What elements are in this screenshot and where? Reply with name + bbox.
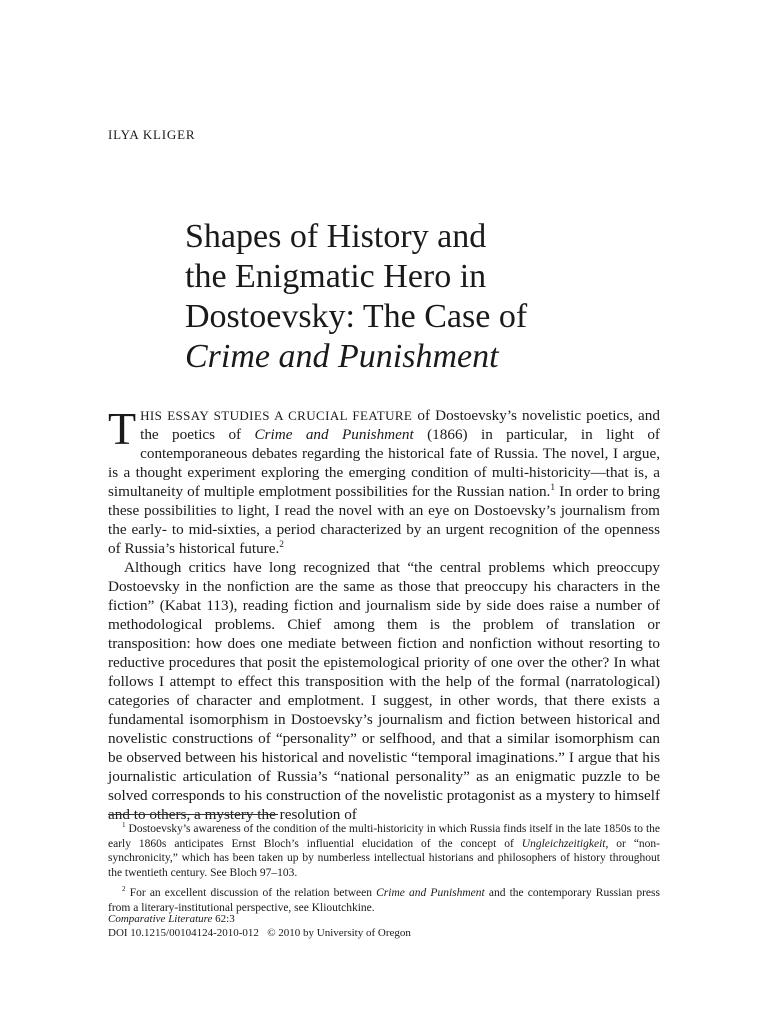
article-title: [185, 217, 655, 377]
publication-info: [108, 912, 660, 940]
title-line-4: Crime and Punishment: [185, 338, 499, 375]
journal-line: [108, 912, 660, 926]
footnote-2-italic: Crime and Punishment: [376, 887, 485, 899]
journal-name: Comparative Literature: [108, 913, 213, 925]
footnote-1-text-a: Dostoevsky’s awareness of the condition of the multi-historicity in which Russia finds itself in the late 1850s to the early 1860s anticipates Ernst Bloch’s influential elucidation of the concept of: [108, 823, 660, 850]
footnote-1-italic: Ungleichzeitigkeit: [521, 837, 606, 850]
paragraph-2: Although critics have long recognized that “the central problems which preoccupy Dostoevsky in the nonfiction are the same as those that preoccupy his characters in the fiction” (Kabat 113), reading fiction and journalism side by side does raise a number of methodological problems. Chief among them is the problem of translation or transposition: how does one mediate between fiction and nonfiction without resorting to reductive procedures that posit the epistemological priority of one over the other? In what follows I attempt to effect this transposition with the help of the formal (narratological) categories of character and emplotment. I suggest, in other words, that there exists a fundamental isomorphism in Dostoevsky’s journalism and fiction between historical and novelistic constructions of “personality” or selfhood, and that a similar isomorphism can be observed between his historical and novelistic “temporal imaginations.” I argue that his journalistic articulation of Russia’s “national personality” as an enigmatic puzzle to be solved corresponds to his construction of the novelistic protagonist as a mystery to himself and to others, a mystery the resolution of: [108, 559, 660, 823]
journal-volume: 62:3: [212, 913, 235, 925]
paragraph-1: [108, 403, 660, 558]
author-name: ILYA KLIGER: [108, 127, 196, 142]
copyright: © 2010 by University of Oregon: [267, 927, 411, 939]
footnote-2-text-a: For an excellent discussion of the relation between: [125, 887, 377, 899]
drop-cap: T: [108, 403, 137, 454]
paragraph-1-text-b: (1866) in particular, in light of contemporaneous debates regarding the historical fate of Russia. The novel, I argue, is a thought experiment exploring the emerging condition of multi-historicity—that is, a simultaneity of multiple emplotment possibilities for the Russian nation.: [108, 426, 660, 500]
footnote-divider: [108, 814, 278, 815]
footnotes: [108, 822, 660, 921]
footnote-1-number: 1: [122, 821, 126, 830]
title-line-2: the Enigmatic Hero in: [185, 258, 487, 295]
doi-line: [108, 926, 660, 940]
footnote-2-text-b: and the contemporary Russian press from a literary-institutional perspective, see Klioutchkine.: [108, 887, 660, 914]
footnote-ref-2: 2: [279, 539, 284, 550]
footnote-ref-1: 1: [550, 482, 556, 493]
doi: DOI 10.1215/00104124-2010-012: [108, 927, 259, 939]
title-line-1: Shapes of History and: [185, 218, 487, 255]
footnote-2: [108, 886, 660, 915]
title-line-3: Dostoevsky: The Case of: [185, 298, 528, 335]
footnote-1-text-b: , or “non-synchronicity,” which has been taken up by numberless intellectual historians and philosophers of history throughout the twentieth century. See Bloch 97–103.: [108, 837, 661, 879]
lead-in: HIS ESSAY STUDIES A CRUCIAL FEATURE: [140, 408, 413, 423]
paragraph-1-text-c: In order to bring these possibilities to light, I read the novel with an eye on Dostoevsky’s journalism from the early- to mid-sixties, a period characterized by an urgent recognition of the openness of Russia’s historical future.: [108, 483, 660, 557]
footnote-1: [108, 822, 660, 880]
paragraph-1-text-a: of Dostoevsky’s novelistic poetics, and the poetics of: [140, 407, 660, 443]
article-body: [108, 403, 660, 824]
footnote-2-number: 2: [122, 885, 126, 894]
paragraph-1-italic: Crime and Punishment: [254, 426, 414, 443]
